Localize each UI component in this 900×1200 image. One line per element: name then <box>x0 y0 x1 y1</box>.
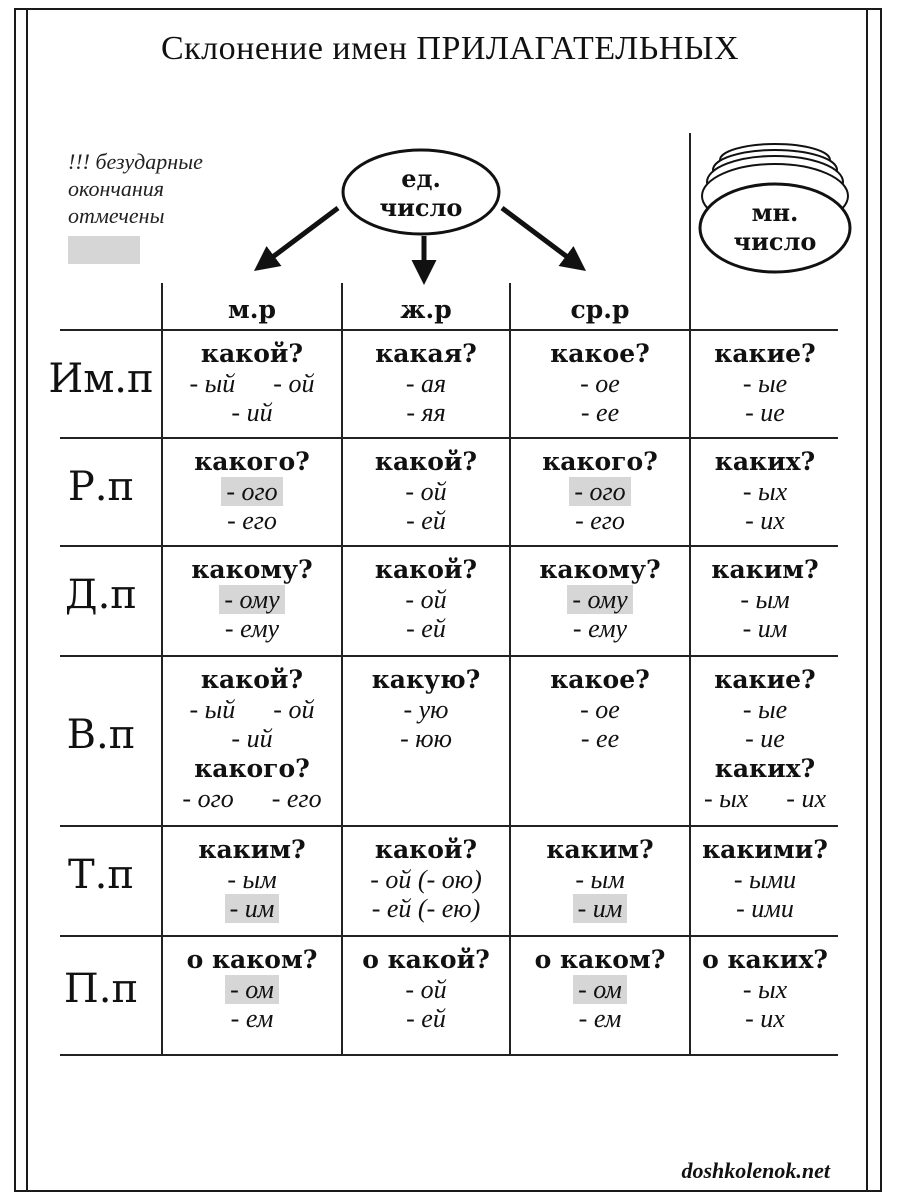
case-question: какой? <box>374 835 478 864</box>
case-question: какие? <box>714 665 816 694</box>
declension-cell <box>343 554 509 643</box>
declension-cell <box>691 944 839 1033</box>
unstressed-ending: - им <box>573 894 628 923</box>
ending-line <box>343 506 509 535</box>
ending-line <box>163 894 341 923</box>
plural-label <box>715 198 835 256</box>
case-label-genitive: Р.п <box>67 464 135 510</box>
ending-line <box>343 724 509 753</box>
case-question: какая? <box>375 339 477 368</box>
ending-line <box>691 585 839 614</box>
ending: - ым <box>227 865 277 894</box>
ending-line <box>511 585 689 614</box>
ending-line <box>691 1004 839 1033</box>
unstressed-ending: - ого <box>569 477 630 506</box>
plural-label-line: мн. <box>751 198 799 227</box>
case-label-prepositional: П.п <box>63 966 139 1012</box>
ending: - ем <box>578 1004 622 1033</box>
case-question: о каком? <box>186 945 318 974</box>
case-question: каким? <box>546 835 654 864</box>
ending: - юю <box>400 724 452 753</box>
row-divider <box>60 655 838 657</box>
ending-line <box>343 585 509 614</box>
declension-cell <box>163 338 341 427</box>
ending: - ему <box>572 614 628 643</box>
page-title: Склонение имен ПРИЛАГАТЕЛЬНЫХ <box>160 30 739 67</box>
ending-line <box>691 477 839 506</box>
ending-line <box>163 1004 341 1033</box>
declension-cell <box>691 834 839 923</box>
ending-line <box>163 784 341 813</box>
ending: - ым <box>575 865 625 894</box>
row-divider <box>60 935 838 937</box>
ending-line <box>691 695 839 724</box>
declension-cell <box>511 834 689 923</box>
ending: - яя <box>406 398 446 427</box>
ending-line <box>163 477 341 506</box>
case-question: какое? <box>550 665 650 694</box>
case-question: какие? <box>714 339 816 368</box>
declension-cell <box>163 554 341 643</box>
ending-line <box>691 398 839 427</box>
declension-cell <box>691 664 839 813</box>
ending-line <box>163 369 341 398</box>
case-question: какой? <box>200 339 304 368</box>
site-credit: doshkolenok.net <box>681 1158 830 1183</box>
ending: - ые <box>742 695 788 724</box>
ending-line <box>343 477 509 506</box>
case-label-instrumental: Т.п <box>67 852 135 898</box>
ending: - его <box>227 506 277 535</box>
arrow-masculine <box>258 208 338 268</box>
ending-line <box>163 506 341 535</box>
ending: - ими <box>736 894 794 923</box>
ending: - их <box>745 506 785 535</box>
ending: - ой <box>405 585 447 614</box>
ending-line <box>691 506 839 535</box>
ending-line <box>691 894 839 923</box>
ending-line <box>511 894 689 923</box>
declension-cell <box>163 664 341 813</box>
ending: - ых <box>742 975 788 1004</box>
ending-line <box>343 865 509 894</box>
case-label-nominative: Им.п <box>48 356 154 402</box>
ending: - ей <box>406 614 446 643</box>
singular-label-line: ед. <box>401 164 441 193</box>
declension-cell <box>511 554 689 643</box>
ending-line <box>511 506 689 535</box>
case-label-accusative: В.п <box>66 712 136 758</box>
ending: - ую <box>403 695 449 724</box>
ending-line <box>691 724 839 753</box>
gender-header-feminine: ж.р <box>400 295 452 324</box>
ending-line <box>691 614 839 643</box>
unstressed-ending: - им <box>225 894 280 923</box>
ending-line <box>343 398 509 427</box>
declension-cell <box>343 446 509 535</box>
ending-line <box>163 614 341 643</box>
row-divider <box>60 545 838 547</box>
declension-cell <box>343 944 509 1033</box>
ending-line <box>163 975 341 1004</box>
ending: - его <box>575 506 625 535</box>
unstressed-ending: - ого <box>221 477 282 506</box>
ending: - ей <box>406 1004 446 1033</box>
ending: - ему <box>224 614 280 643</box>
ending-line <box>343 894 509 923</box>
gender-header-neuter: ср.р <box>570 295 630 324</box>
ending: - ие <box>745 724 785 753</box>
singular-label <box>361 164 481 222</box>
ending: - его <box>271 784 322 813</box>
ending: - ое <box>580 695 620 724</box>
ending: - ей <box>406 506 446 535</box>
ending: - ых <box>703 784 749 813</box>
case-question: каким? <box>198 835 306 864</box>
case-question: какого? <box>194 447 310 476</box>
declension-cell <box>163 944 341 1033</box>
row-divider <box>60 825 838 827</box>
row-divider <box>60 437 838 439</box>
ending-line <box>511 695 689 724</box>
ending-line <box>691 369 839 398</box>
ending: - ым <box>740 585 790 614</box>
ending-line <box>691 784 839 813</box>
ending: - ой <box>405 477 447 506</box>
singular-label-line: число <box>379 193 463 222</box>
ending: - ем <box>230 1004 274 1033</box>
ending: - их <box>745 1004 785 1033</box>
ending: - ой <box>273 695 315 724</box>
ending: - ий <box>231 724 273 753</box>
declension-cell <box>343 338 509 427</box>
ending: - ых <box>742 477 788 506</box>
ending: - ее <box>580 398 620 427</box>
case-question: о каких? <box>702 945 828 974</box>
ending: - ой <box>273 369 315 398</box>
plural-label-line: число <box>733 227 817 256</box>
note-line: !!! безударные <box>68 149 203 174</box>
ending: - ей (- ею) <box>371 894 481 923</box>
case-question: какое? <box>550 339 650 368</box>
declension-cell <box>511 446 689 535</box>
case-label-dative: Д.п <box>65 572 137 618</box>
ending-line <box>511 865 689 894</box>
unstressed-ending: - ому <box>567 585 632 614</box>
declension-cell <box>163 834 341 923</box>
ending-line <box>691 865 839 894</box>
ending: - ый <box>189 695 236 724</box>
ending: - им <box>742 614 788 643</box>
ending: - ее <box>580 724 620 753</box>
ending: - ые <box>742 369 788 398</box>
ending-line <box>343 614 509 643</box>
ending-line <box>343 975 509 1004</box>
ending: - ого <box>182 784 234 813</box>
ending-line <box>343 369 509 398</box>
unstressed-ending: - ом <box>573 975 627 1004</box>
declension-cell <box>343 834 509 923</box>
case-question: какого? <box>542 447 658 476</box>
ending-line <box>691 975 839 1004</box>
case-question: какой? <box>374 555 478 584</box>
case-question: о какой? <box>362 945 490 974</box>
ending-line <box>511 369 689 398</box>
row-divider <box>60 1054 838 1056</box>
case-question: каким? <box>711 555 819 584</box>
ending: - ыми <box>733 865 797 894</box>
ending-line <box>511 724 689 753</box>
ending: - ое <box>580 369 620 398</box>
declension-cell <box>691 338 839 427</box>
ending-line <box>163 585 341 614</box>
ending: - ый <box>189 369 236 398</box>
ending: - ой (- ою) <box>370 865 482 894</box>
ending: - ие <box>745 398 785 427</box>
ending-line <box>511 1004 689 1033</box>
ending-line <box>511 398 689 427</box>
ending-line <box>163 398 341 427</box>
declension-cell <box>691 554 839 643</box>
ending-line <box>343 1004 509 1033</box>
case-question: какому? <box>539 555 661 584</box>
arrow-neuter <box>502 208 582 268</box>
declension-cell <box>691 446 839 535</box>
ending: - ий <box>231 398 273 427</box>
ending-line <box>163 865 341 894</box>
note-line: окончания <box>68 176 165 201</box>
ending-line <box>163 724 341 753</box>
ending-line <box>511 614 689 643</box>
declension-cell <box>343 664 509 753</box>
declension-cell <box>511 338 689 427</box>
case-question: какой? <box>374 447 478 476</box>
case-question: какому? <box>191 555 313 584</box>
unstressed-ending: - ом <box>225 975 279 1004</box>
ending-line <box>343 695 509 724</box>
case-question: какой? <box>200 665 304 694</box>
case-question: какого? <box>194 754 310 783</box>
case-question: о каком? <box>534 945 666 974</box>
case-question: какую? <box>371 665 481 694</box>
case-question: каких? <box>714 447 816 476</box>
ending-line <box>511 975 689 1004</box>
case-question: каких? <box>714 754 816 783</box>
declension-cell <box>511 944 689 1033</box>
row-divider <box>60 329 838 331</box>
ending-line <box>511 477 689 506</box>
unstressed-ending: - ому <box>219 585 284 614</box>
declension-cell <box>163 446 341 535</box>
ending: - их <box>786 784 826 813</box>
gender-header-masculine: м.р <box>228 295 276 324</box>
ending: - ой <box>405 975 447 1004</box>
ending-line <box>163 695 341 724</box>
declension-cell <box>511 664 689 753</box>
case-question: какими? <box>702 835 828 864</box>
note-line: отмечены <box>68 203 165 228</box>
ending: - ая <box>405 369 447 398</box>
